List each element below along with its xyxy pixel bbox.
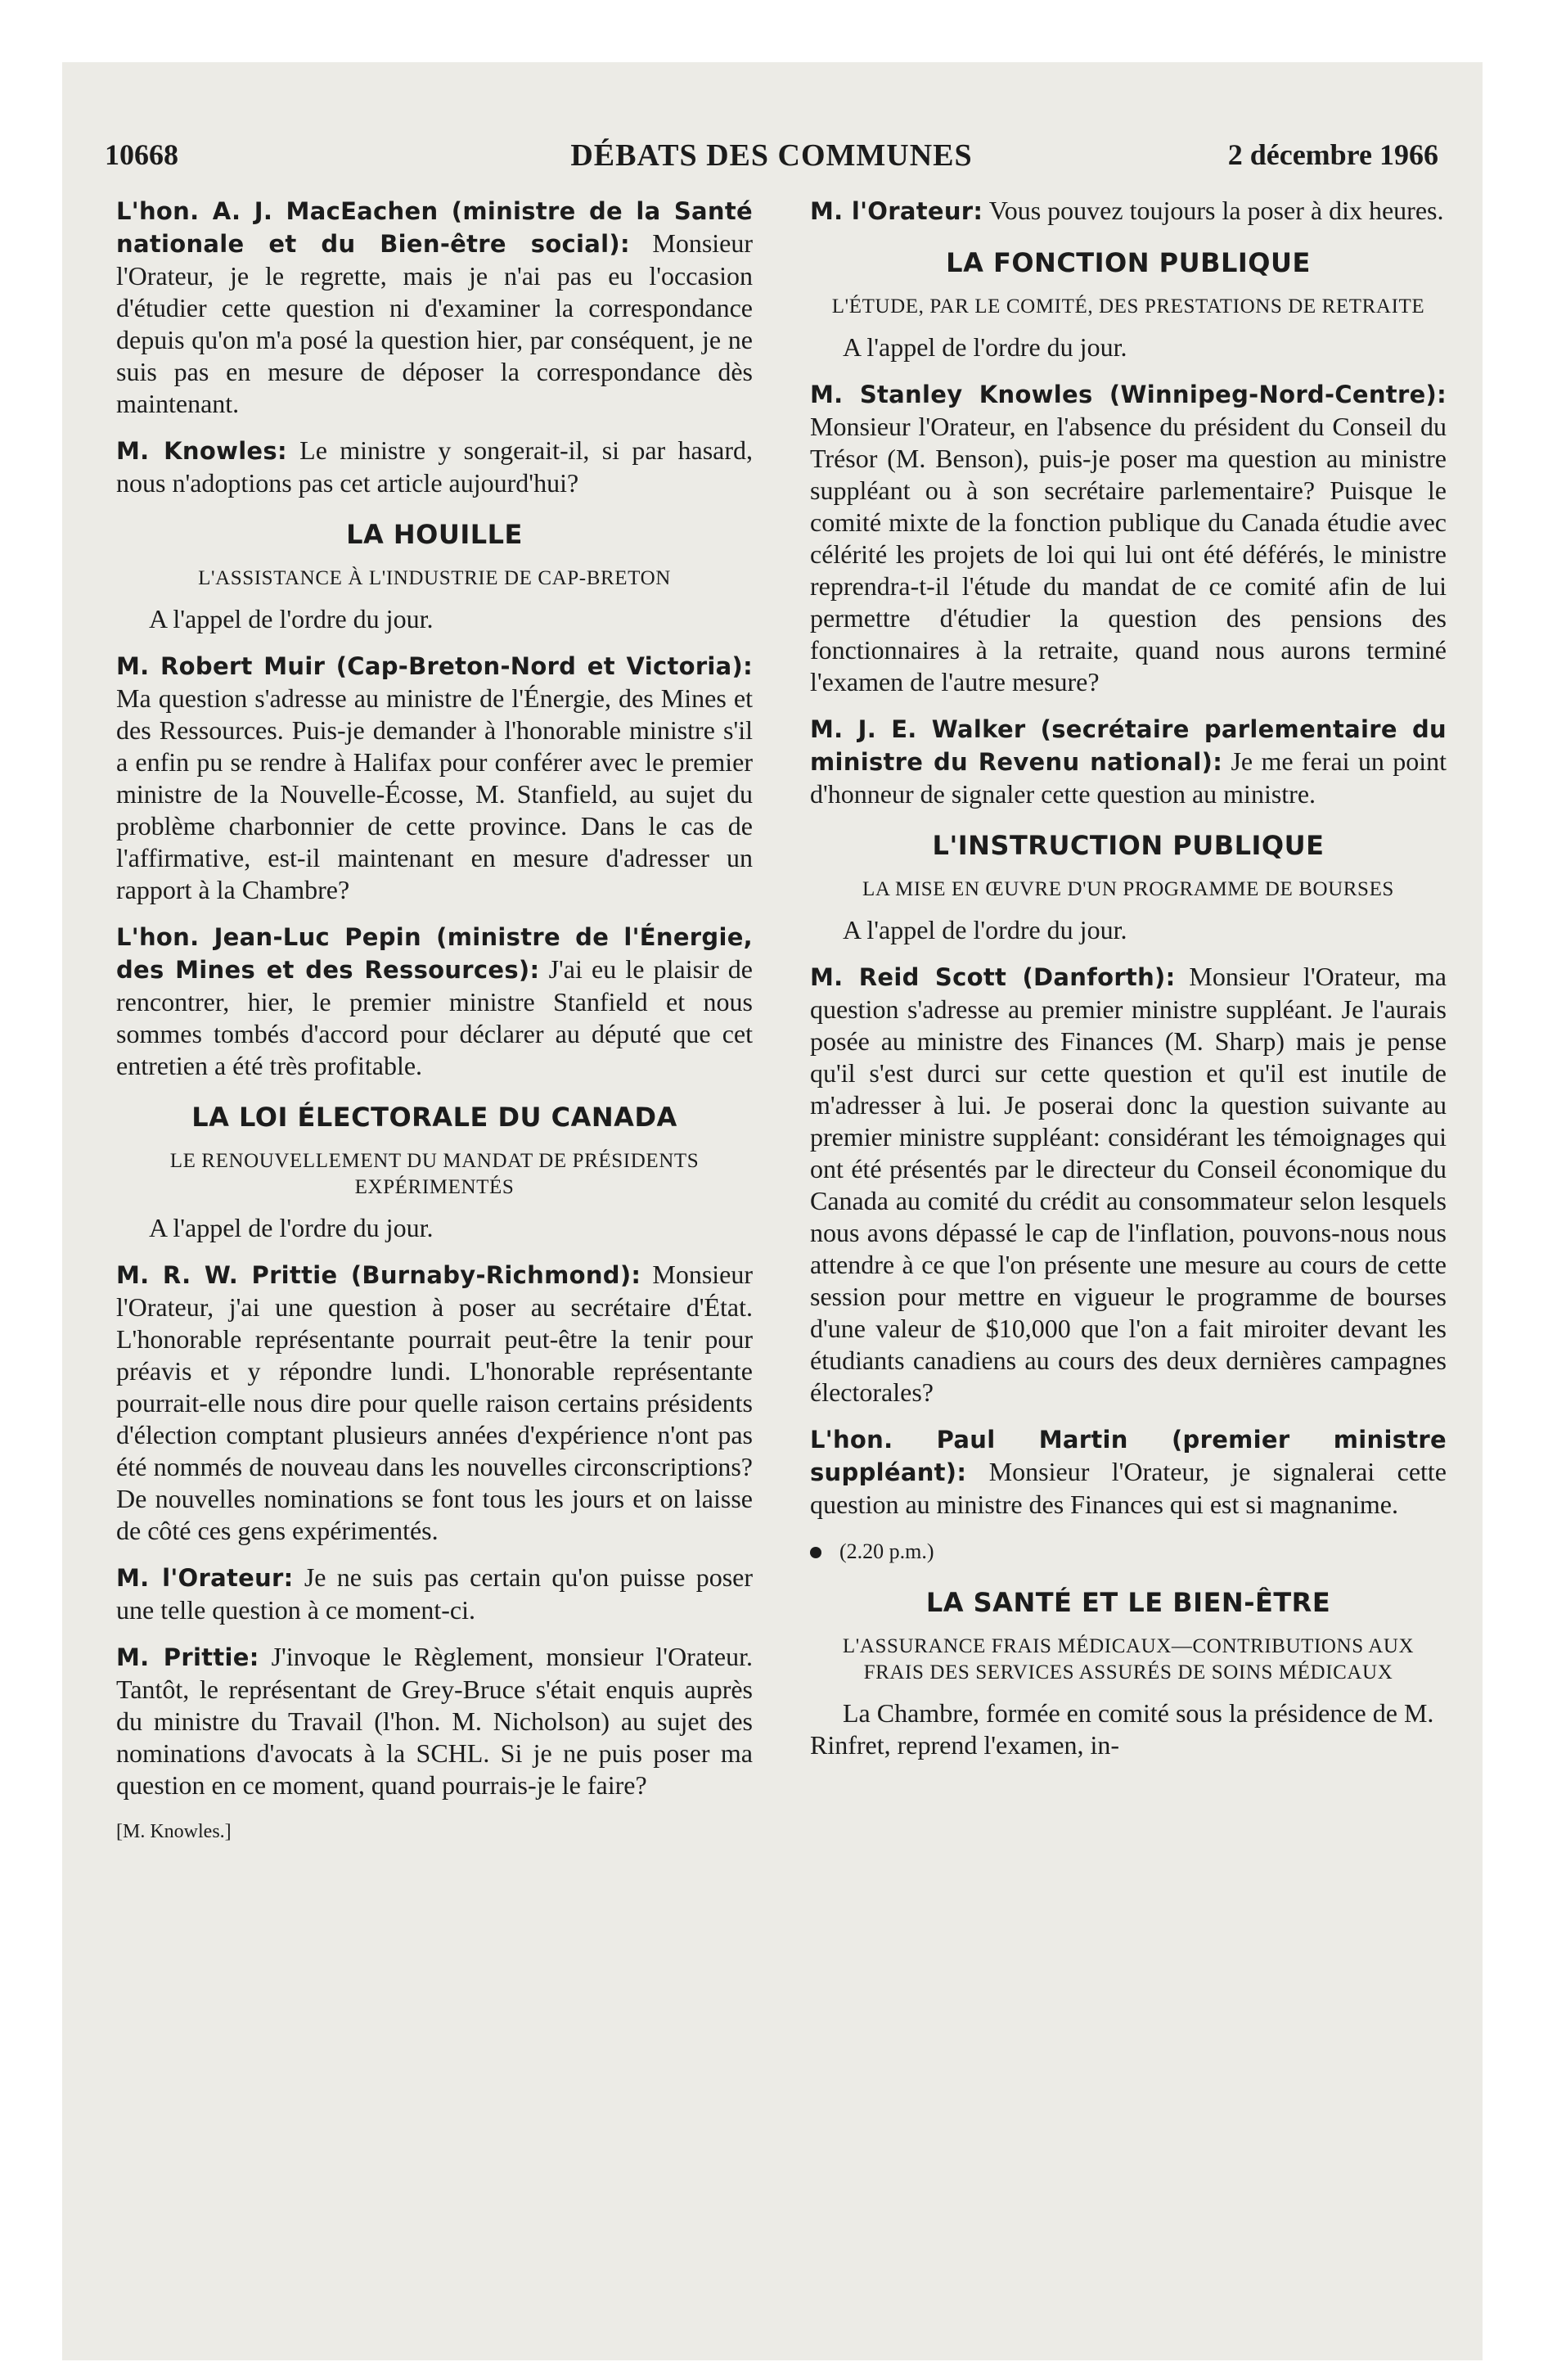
speech-paragraph — [116, 650, 753, 906]
right-column — [810, 195, 1447, 1776]
speech-text: J'ai eu le plaisir de rencontrer, hier, le premier ministre Stanfield et nous sommes tombés d'accord pour déclarer au député que cet entretien a été très profitable. — [116, 954, 754, 1080]
speaker-name: M. Prittie: — [116, 1643, 259, 1671]
section-subheading: LE RENOUVELLEMENT DU MANDAT DE PRÉSIDENTS EXPÉRIMENTÉS — [169, 1150, 700, 1198]
body-paragraph: La Chambre, formée en comité sous la présidence de M. Rinfret, reprend l'examen, in- — [810, 1698, 1434, 1760]
page-number: 10668 — [105, 138, 178, 171]
speaker-name: M. Reid Scott (Danforth): — [810, 963, 1176, 991]
speech-text: Monsieur l'Orateur, j'ai une question à poser au secrétaire d'État. L'honorable représentante pourrait peut-être la tenir pour préavis et y répondre lundi. L'honorable représentante pourrait-elle nous dire pour quelle raison certains présidents d'élection comptant plusieurs années d'expérience n'ont pas été nommés de nouveau dans les nouvelles circonscriptions? De nouvelles nominations se font tous les jours et on laisse de côté ces gens expérimentés. — [116, 1260, 754, 1545]
speech-paragraph — [810, 1423, 1447, 1521]
speech-paragraph — [116, 1259, 753, 1547]
speech-text: Monsieur l'Orateur, je signalerai cette question au ministre des Finances qui est si magnanime. — [810, 1457, 1447, 1519]
speech-text: Vous pouvez toujours la poser à dix heures. — [988, 196, 1444, 225]
time-stamp — [810, 1535, 1447, 1567]
speech-paragraph — [116, 195, 753, 420]
order-of-day: A l'appel de l'ordre du jour. — [843, 915, 1127, 944]
speech-paragraph — [810, 961, 1447, 1409]
speaker-footnote: [M. Knowles.] — [116, 1821, 232, 1842]
speech-paragraph — [810, 195, 1447, 228]
speech-paragraph — [116, 435, 753, 499]
speaker-name: M. l'Orateur: — [810, 197, 983, 225]
order-of-day: A l'appel de l'ordre du jour. — [149, 1213, 434, 1242]
bullet-icon — [810, 1547, 821, 1558]
speech-text: J'invoque le Règlement, monsieur l'Orateur. Tantôt, le représentant de Grey-Bruce s'était enquis auprès du ministre du Travail (l'hon. M. Nicholson) au sujet des nominations d'avocats à la SCHL. Si je ne puis poser ma question en ce moment, quand pourrais-je le faire? — [116, 1642, 754, 1800]
speech-paragraph — [116, 921, 753, 1082]
speaker-name: M. Stanley Knowles (Winnipeg-Nord-Centre): — [810, 381, 1447, 408]
left-column — [116, 195, 753, 1848]
section-subheading: L'ASSISTANCE À L'INDUSTRIE DE CAP-BRETON — [198, 567, 671, 589]
running-title: DÉBATS DES COMMUNES — [570, 138, 973, 173]
speech-paragraph — [810, 378, 1447, 698]
speaker-name: L'hon. Jean-Luc Pepin (ministre de l'Énergie, des Mines et des Ressources): — [116, 923, 753, 984]
speech-text: Monsieur l'Orateur, je le regrette, mais je n'ai pas eu l'occasion d'étudier cette question ni d'examiner la correspondance depuis qu'on m'a posé la question hier, par conséquent, je ne suis pas en mesure de déposer la correspondance dès maintenant. — [116, 228, 754, 418]
speech-text: Je me ferai un point d'honneur de signaler cette question au ministre. — [810, 746, 1447, 809]
speaker-name: L'hon. A. J. MacEachen (ministre de la Santé nationale et du Bien-être social): — [116, 197, 753, 258]
speaker-name: M. l'Orateur: — [116, 1564, 294, 1592]
section-heading: LA SANTÉ ET LE BIEN-ÊTRE — [925, 1587, 1331, 1618]
section-heading: LA HOUILLE — [346, 519, 523, 550]
speech-text: Monsieur l'Orateur, ma question s'adresse au premier ministre suppléant. Je l'aurais posée au ministre des Finances (M. Sharp) mais je pense qu'il s'est durci sur cette question et qu'il est inutile de m'adresser à lui. Je poserai donc la question suivante au premier ministre suppléant: considérant les témoignages qui ont été présentés par le directeur du Conseil économique du Canada au comité du crédit au consommateur selon lesquels nous avons dépassé le cap de l'inflation, pouvons-nous nous attendre à ce que l'on présente une mesure au cours de cette session pour mettre en vigueur le programme de bourses d'une valeur de $10,000 que l'on a fait miroiter devant les étudiants canadiens au cours des deux dernières campagnes électorales? — [810, 962, 1447, 1407]
order-of-day: A l'appel de l'ordre du jour. — [149, 604, 434, 633]
speaker-name: M. J. E. Walker (secrétaire parlementaire du ministre du Revenu national): — [810, 715, 1447, 776]
section-heading: LA LOI ÉLECTORALE DU CANADA — [191, 1102, 677, 1133]
speech-paragraph — [810, 713, 1447, 810]
speaker-name: M. R. W. Prittie (Burnaby-Richmond): — [116, 1261, 641, 1289]
speech-text: Je ne suis pas certain qu'on puisse poser une telle question à ce moment-ci. — [116, 1562, 754, 1625]
speech-text: Monsieur l'Orateur, en l'absence du président du Conseil du Trésor (M. Benson), puis-je poser ma question au ministre suppléant ou à son secrétaire parlementaire? Puisque le comité mixte de la fonction publique du Canada étudie avec célérité les projets de loi qui lui ont été déférés, le ministre reprendra-t-il l'étude du mandat de ce comité afin de lui permettre d'étudier la question des pensions des fonctionnaires à la retraite, quand nous aurons terminé l'examen de l'autre mesure? — [810, 412, 1447, 696]
section-subheading: LA MISE EN ŒUVRE D'UN PROGRAMME DE BOURSES — [862, 878, 1394, 900]
speech-paragraph — [116, 1641, 753, 1801]
speaker-name: M. Robert Muir (Cap-Breton-Nord et Victoria): — [116, 652, 753, 680]
speech-paragraph — [116, 1562, 753, 1626]
speaker-name: M. Knowles: — [116, 437, 287, 465]
section-heading: L'INSTRUCTION PUBLIQUE — [932, 830, 1325, 861]
section-subheading: L'ÉTUDE, PAR LE COMITÉ, DES PRESTATIONS DE RETRAITE — [831, 295, 1425, 318]
section-heading: LA FONCTION PUBLIQUE — [946, 247, 1311, 278]
section-subheading: L'ASSURANCE FRAIS MÉDICAUX—CONTRIBUTIONS AUX FRAIS DES SERVICES ASSURÉS DE SOINS MÉDICAUX — [842, 1635, 1415, 1684]
order-of-day: A l'appel de l'ordre du jour. — [843, 332, 1127, 362]
speech-text: Le ministre y songerait-il, si par hasard, nous n'adoptions pas cet article aujourd'hui? — [116, 435, 754, 498]
page-header — [105, 137, 1438, 180]
time-text: (2.20 p.m.) — [839, 1539, 934, 1563]
speech-text: Ma question s'adresse au ministre de l'Énergie, des Mines et des Ressources. Puis-je demander à l'honorable ministre s'il a enfin pu se rendre à Halifax pour conférer avec le premier ministre de la Nouvelle-Écosse, M. Stanfield, au sujet du problème charbonnier de cette province. Dans le cas de l'affirmative, est-il maintenant en mesure d'adresser un rapport à la Chambre? — [116, 683, 753, 904]
header-date: 2 décembre 1966 — [1227, 138, 1438, 171]
speaker-name: L'hon. Paul Martin (premier ministre suppléant): — [810, 1426, 1447, 1486]
